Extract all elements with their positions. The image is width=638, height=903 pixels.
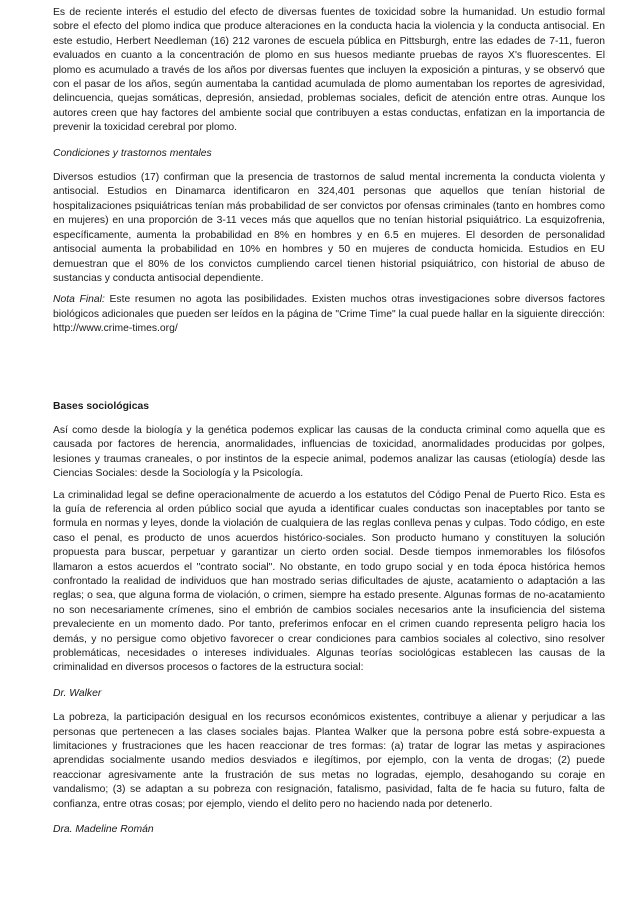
heading-sociological-bases: Bases sociológicas <box>53 400 150 412</box>
document-page <box>53 6 605 838</box>
final-note-text: Este resumen no agota las posibilidades. Existen muchos otras investigaciones sobre diversos factores biológicos adicionales que pueden ser leídos en la página de "Crime Time" la cual puede hallar en la siguiente dirección: http://www.crime-times.org/ <box>53 294 605 335</box>
paragraph-legal-criminality: La criminalidad legal se define operacionalmente de acuerdo a los estatutos del Código Penal de Puerto Rico. Esta es la guía de referencia al orden público social que ayuda a identificar cuales conductas son inaceptables por tanto se formula en normas y leyes, donde la violación de cualquiera de las reglas conlleva penas y culpas. Todo código, en este caso el penal, es producto de unos acuerdos histórico-sociales. Son producto humano y constituyen la solución propuesta para buscar, perpetuar y garantizar un cierto orden social. Desde tiempos inmemorables los filósofos llamaron a estos acuerdos el "contrato social". No obstante, en todo grupo social y en toda época histórica hemos confrontado la realidad de individuos que han mostrado serias dificultades de ajuste, acatamiento o adaptación a las reglas; o sea, que alguna forma de violación, o crimen, siempre ha estado presente. Algunas formas de no-acatamiento no son necesariamente crímenes, sino el embrión de cambios sociales necesarios ante la insuficiencia del sistema prevaleciente en un momento dado. Por tanto, preferimos enfocar en el crimen cuando representa peligro hacia los demás, y no persigue como objetivo favorecer o crear condiciones para cambios sociales al colectivo, sino resolver problemáticas, necesidades o intereses individuales. Algunas teorías sociológicas establecen las causas de la criminalidad en diversos procesos o factores de la estructura social: <box>53 489 605 674</box>
heading-mental-conditions: Condiciones y trastornos mentales <box>53 147 212 159</box>
paragraph-lead-toxicity: Es de reciente interés el estudio del efecto de diversas fuentes de toxicidad sobre la humanidad. Un estudio formal sobre el efecto del plomo indica que produce alteraciones en la conducta hacia la violencia y la conducta antisocial. En este estudio, Herbert Needleman (16) 212 varones de escuela pública en Pittsburgh, entre las edades de 7-11, fueron evaluados en cuanto a la concentración de plomo en sus huesos mediante pruebas de rayos X's fluorescentes. El plomo es acumulado a través de los años por diversas fuentes que incluyen la exposición a pinturas, y se observó que con el pasar de los años, según aumentaba la cantidad acumulada de plomo aumentaban los reportes de agresividad, delincuencia, quejas somáticas, depresión, ansiedad, problemas sociales, deficit de atención entre otras. Aunque los autores creen que hay factores del ambiente social que contribuyen a estas conductas, enfatizan en la importancia de prevenir la toxicidad cerebral por plomo. <box>53 7 605 134</box>
heading-dr-walker: Dr. Walker <box>53 687 102 699</box>
final-note-label: Nota Final: <box>53 294 105 306</box>
heading-dra-roman: Dra. Madeline Román <box>53 824 154 836</box>
paragraph-mental-health: Diversos estudios (17) confirman que la presencia de trastornos de salud mental incrementa la conducta violenta y antisocial. Estudios en Dinamarca identificaron en 324,401 personas que aquellos que tenían historial de hospitalizaciones psiquiátricas tenían más probabilidad de ser convictos por ofensas criminales (tanto en hombres como en mujeres) en una proporción de 3-11 veces más que aquellos que no tenían historial psiquiátrico. La esquizofrenia, específicamente, aumenta la probabilidad en 8% en hombres y en 6.5 en mujeres. El desorden de personalidad antisocial aumenta la probabilidad en 10% en hombres y 50 en mujeres de conducta homicida. Estudios en EU demuestran que el 80% de los convictos cumpliendo carcel tienen historial psiquiátrico, con historial de abuso de sustancias y conducta antisocial dependiente. <box>53 172 605 284</box>
paragraph-sociology-intro: Así como desde la biología y la genética podemos explicar las causas de la conducta criminal como aquella que es causada por factores de herencia, anormalidades, influencias de toxicidad, anormalidades producidas por golpes, lesiones y traumas craneales, o por instintos de la especie animal, podemos analizar las causas (etiología) desde las Ciencias Sociales: desde la Sociología y la Psicología. <box>53 424 605 480</box>
paragraph-final-note <box>53 293 605 336</box>
paragraph-walker-poverty: La pobreza, la participación desigual en los recursos económicos existentes, contribuye a alienar y perjudicar a las personas que pertenecen a las clases sociales bajas. Plantea Walker que la persona pobre está sobre-expuesta a limitaciones y frustraciones que les hacen reaccionar de tres formas: (a) tratar de lograr las metas y aspiraciones aprendidas socialmente usando medios desviados e ilegítimos, por ejemplo, con la venta de drogas; (2) puede reaccionar agresivamente ante la frustración de sus metas no logradas, ejemplo, desahogando su coraje en vandalismo; (3) se adaptan a su pobreza con resignación, fatalismo, pasividad, falta de fe hacia su futuro, falta de confianza, entre otras cosas; por ejemplo, viendo el delito pero no haciendo nada por detenerlo. <box>53 712 605 810</box>
